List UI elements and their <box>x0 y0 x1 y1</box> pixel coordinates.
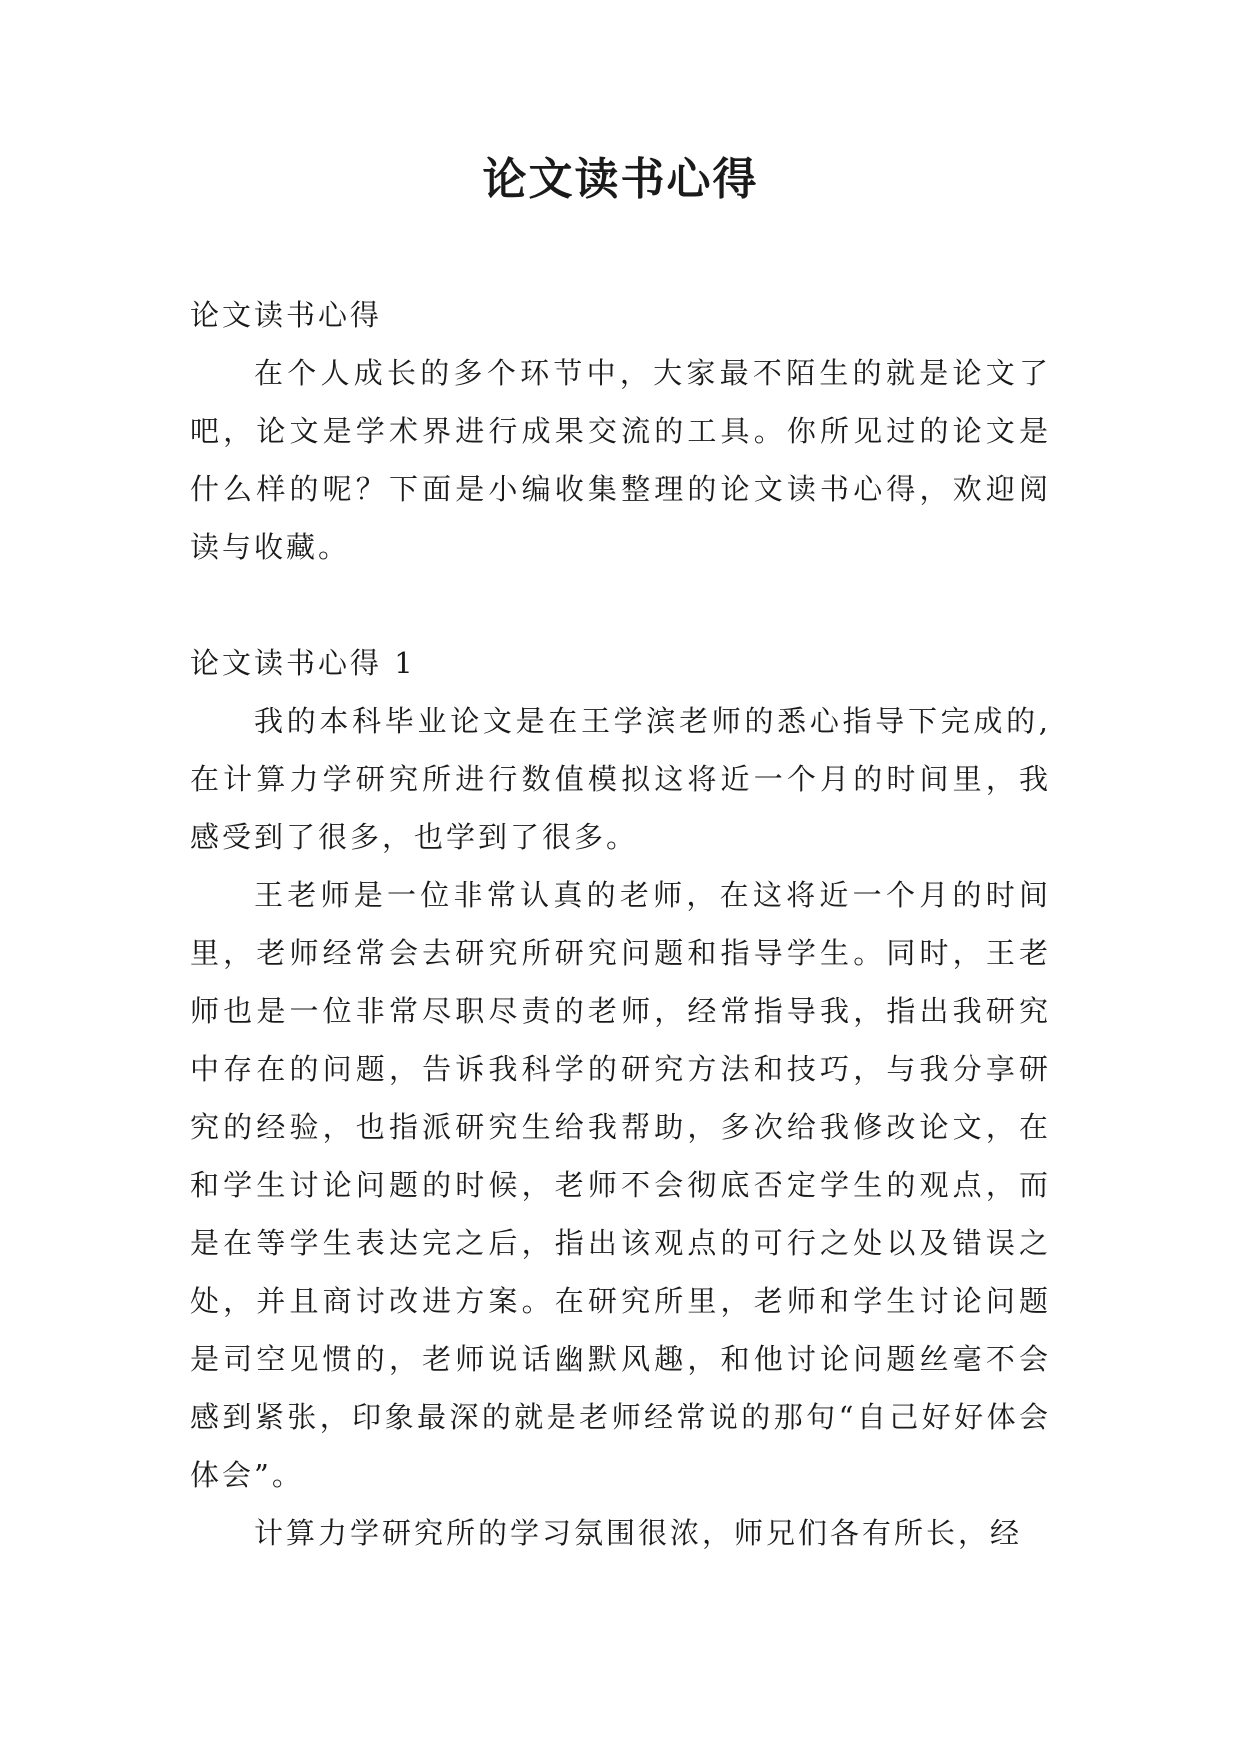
section-heading: 论文读书心得 1 <box>190 646 416 680</box>
body-paragraph: 王老师是一位非常认真的老师，在这将近一个月的时间里，老师经常会去研究所研究问题和指导学生。同时，王老师也是一位非常尽职尽责的老师，经常指导我，指出我研究中存在的问题，告诉我科学的研究方法和技巧，与我分享研究的经验，也指派研究生给我帮助，多次给我修改论文，在和学生讨论问题的时候，老师不会彻底否定学生的观点，而是在等学生表达完之后，指出该观点的可行之处以及错误之处，并且商讨改进方案。在研究所里，老师和学生讨论问题是司空见惯的，老师说话幽默风趣，和他讨论问题丝毫不会感到紧张，印象最深的就是老师经常说的那句“自己好好体会体会”。 <box>190 878 1051 1492</box>
body-paragraph: 计算力学研究所的学习氛围很浓，师兄们各有所长，经 <box>254 1516 1023 1550</box>
section-spacer <box>190 576 1051 634</box>
subtitle: 论文读书心得 <box>190 298 383 332</box>
document-title: 论文读书心得 <box>482 154 759 205</box>
body-paragraph: 我的本科毕业论文是在王学滨老师的悉心指导下完成的,在计算力学研究所进行数值模拟这将近一个月的时间里，我感受到了很多，也学到了很多。 <box>190 704 1051 854</box>
document-body <box>190 286 1051 1562</box>
intro-paragraph: 在个人成长的多个环节中，大家最不陌生的就是论文了吧，论文是学术界进行成果交流的工具。你所见过的论文是什么样的呢？下面是小编收集整理的论文读书心得，欢迎阅读与收藏。 <box>190 356 1051 564</box>
